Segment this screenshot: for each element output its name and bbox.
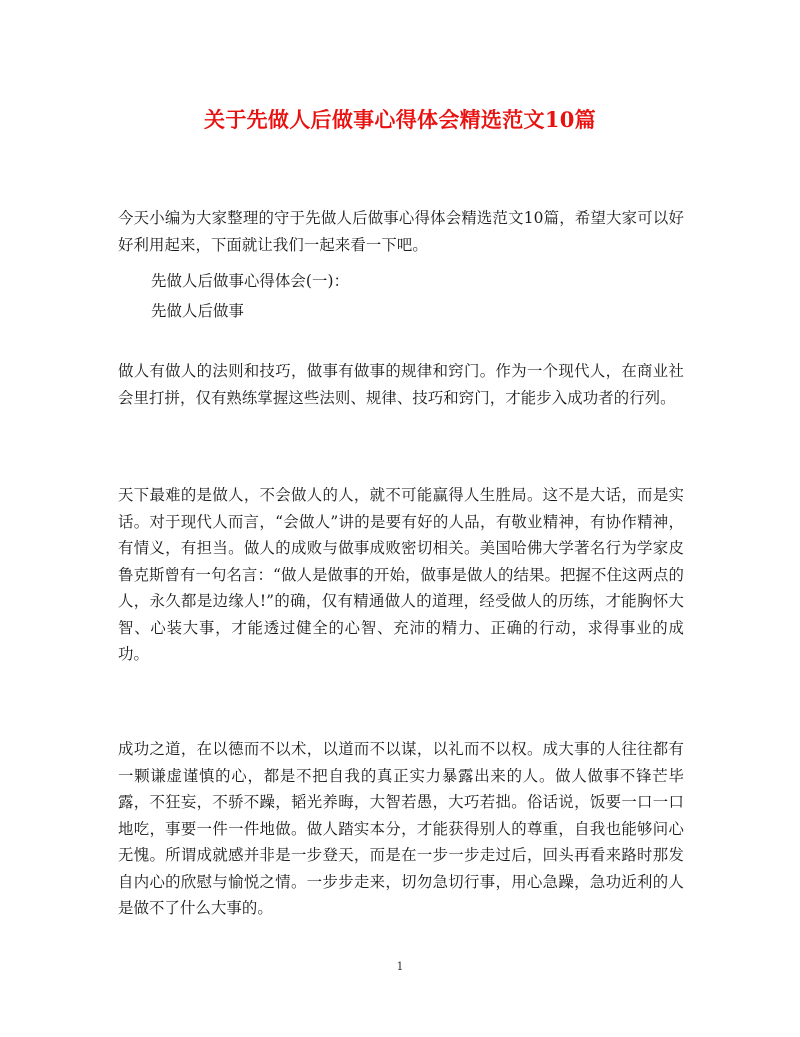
subheading-2 xyxy=(118,298,684,325)
paragraph-1 xyxy=(118,358,684,411)
page-number: 1 xyxy=(396,960,404,973)
paragraph-1-text: 做人有做人的法则和技巧，做事有做事的规律和窍门。作为一个现代人，在商业社会里打拼，仅有熟练掌握这些法则、规律、技巧和窍门，才能步入成功者的行列。 xyxy=(118,362,684,407)
paragraph-3 xyxy=(118,736,684,922)
subheading-1 xyxy=(118,268,684,295)
subheading-2-text: 先做人后做事 xyxy=(151,302,244,320)
intro-text: 今天小编为大家整理的守于先做人后做事心得体会精选范文10篇，希望大家可以好好利用起来，下面就让我们一起来看一下吧。 xyxy=(118,209,684,254)
paragraph-3-text: 成功之道，在以德而不以术，以道而不以谋，以礼而不以权。成大事的人往往都有一颗谦虚谨慎的心，都是不把自我的真正实力暴露出来的人。做人做事不锋芒毕露，不狂妄，不骄不躁，韬光养晦，大智若愚，大巧若拙。俗话说，饭要一口一口地吃，事要一件一件地做。做人踏实本分，才能获得别人的尊重，自我也能够问心无愧。所谓成就感并非是一步登天，而是在一步一步走过后，回头再看来路时那发自内心的欣慰与愉悦之情。一步步走来，切勿急切行事，用心急躁，急功近利的人是做不了什么大事的。 xyxy=(118,740,684,917)
paragraph-2 xyxy=(118,482,684,668)
subheading-1-text: 先做人后做事心得体会(一)： xyxy=(151,272,350,290)
paragraph-2-text: 天下最难的是做人，不会做人的人，就不可能赢得人生胜局。这不是大话，而是实话。对于现代人而言，“会做人”讲的是要有好的人品，有敬业精神，有协作精神，有情义，有担当。做人的成败与做事成败密切相关。美国哈佛大学著名行为学家皮鲁克斯曾有一句名言：“做人是做事的开始，做事是做人的结果。把握不住这两点的人，永久都是边缘人!”的确，仅有精通做人的道理，经受做人的历练，才能胸怀大智、心装大事，才能透过健全的心智、充沛的精力、正确的行动，求得事业的成功。 xyxy=(118,486,684,663)
intro-paragraph xyxy=(118,205,684,258)
document-title: 关于先做人后做事心得体会精选范文10篇 xyxy=(204,107,596,132)
